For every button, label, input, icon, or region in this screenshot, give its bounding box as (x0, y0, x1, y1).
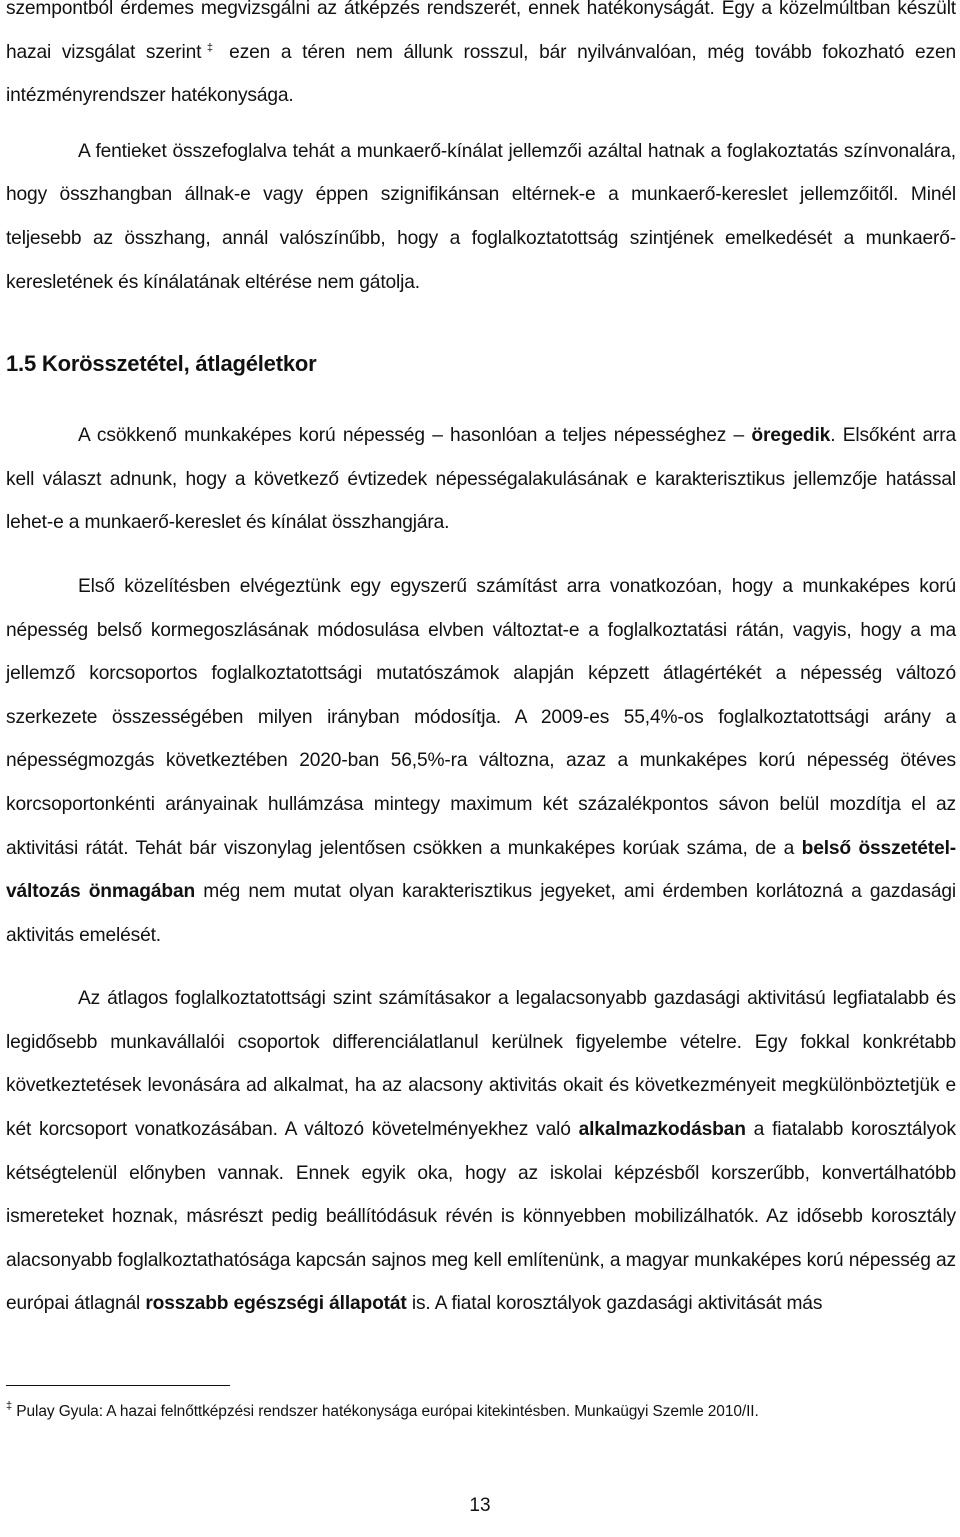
paragraph-3 (6, 414, 956, 545)
paragraph-4-text-b: még nem mutat olyan karakterisztikus jegyeket, ami érdemben korlátozná a gazdasági aktivitás emelését. (6, 881, 957, 946)
paragraph-1-text-a: szempontból érdemes megvizsgálni az átképzés rendszerét, ennek hatékonyságát. Egy a közelmúltban készült hazai vizsgálat szerint (6, 0, 956, 63)
paragraph-5-text-a: Az átlagos foglalkoztatottsági szint számításakor a legalacsonyabb gazdasági aktivitású legfiatalabb és legidősebb munkavállalói csoportok differenciálatlanul kerülnek figyelembe vételre. Egy fokkal konkrétabb következtetések levonására ad alkalmat, ha az alacsony aktivitás okait és következményeit megkülönböztetjük e két korcsoport vonatkozásában. A változó követelményekhez való (6, 988, 956, 1141)
footnote-reference[interactable]: ‡ (201, 41, 219, 54)
footnote-text: Pulay Gyula: A hazai felnőttképzési rendszer hatékonysága európai kitekintésben. Munkaügyi Szemle 2010/II. (12, 1403, 759, 1420)
page-number: 13 (469, 1495, 491, 1516)
paragraph-5-text-c: is. A fiatal korosztályok gazdasági aktivitását más (406, 1293, 823, 1315)
footnote-divider (6, 1385, 230, 1386)
paragraph-1 (6, 0, 956, 118)
section-heading: 1.5 Korösszetétel, átlagéletkor (6, 351, 317, 377)
paragraph-5-bold-1: alkalmazkodásban (578, 1119, 746, 1141)
paragraph-2: A fentieket összefoglalva tehát a munkaerő-kínálat jellemzői azáltal hatnak a foglakoztatás színvonalára, hogy összhangban állnak-e vagy éppen szignifikánsan eltérnek-e a munkaerő-kereslet jellemzőitől. Minél teljesebb az összhang, annál valószínűbb, hogy a foglalkoztatottság szintjének emelkedését a munkaerő-keresletének és kínálatának eltérése nem gátolja. (6, 140, 956, 293)
footnote (6, 1401, 759, 1423)
paragraph-5-text-b: a fiatalabb korosztályok kétségtelenül előnyben vannak. Ennek egyik oka, hogy az iskolai képzésből korszerűbb, konvertálhatóbb ismereteket hoznak, másrészt pedig beállítódásuk révén is könnyebben mobilizálhatók. Az idősebb korosztály alacsonyabb foglalkoztathatósága kapcsán sajnos meg kell említenünk, a magyar munkaképes korú népesség az európai átlagnál (6, 1119, 956, 1315)
paragraph-3-bold: öregedik (751, 425, 831, 447)
paragraph-4-text-a: Első közelítésben elvégeztünk egy egyszerű számítást arra vonatkozóan, hogy a munkaképes korú népesség belső kormegoszlásának módosulása elvben változtat-e a foglalkoztatási rátán, vagyis, hogy a ma jellemző korcsoportos foglalkoztatottsági mutatószámok alapján képzett átlagértékét a népesség változó szerkezete összességében milyen irányban módosítja. A 2009-es 55,4%-os foglalkoztatottsági arány a népességmozgás következtében 2020-ban 56,5%-ra változna, azaz a munkaképes korú népesség ötéves korcsoportonkénti arányainak hullámzása mintegy maximum két százalékpontos sávon belül mozdítja el az aktivitási rátát. Tehát bár viszonylag jelentősen csökken a munkaképes korúak száma, de a (6, 575, 956, 859)
paragraph-1-text-b: ezen a téren nem állunk rosszul, bár nyilvánvalóan, még tovább fokozható ezen intézményrendszer hatékonysága. (6, 41, 956, 107)
paragraph-5-bold-2: rosszabb egészségi állapotát (145, 1293, 407, 1315)
paragraph-3-text-b: . Elsőként arra kell választ adnunk, hogy a következő évtizedek népességalakulásának e karakterisztikus jellemzője hatással lehet-e a munkaerő-kereslet és kínálat összhangjára. (6, 425, 956, 534)
paragraph-3-text-a: A csökkenő munkaképes korú népesség – hasonlóan a teljes népességhez – (78, 425, 752, 447)
footnote-mark: ‡ (6, 1400, 13, 1412)
paragraph-4-bold: belső összetétel-változás önmagában (6, 837, 956, 903)
paragraph-5 (6, 977, 956, 1326)
paragraph-4 (6, 565, 956, 957)
